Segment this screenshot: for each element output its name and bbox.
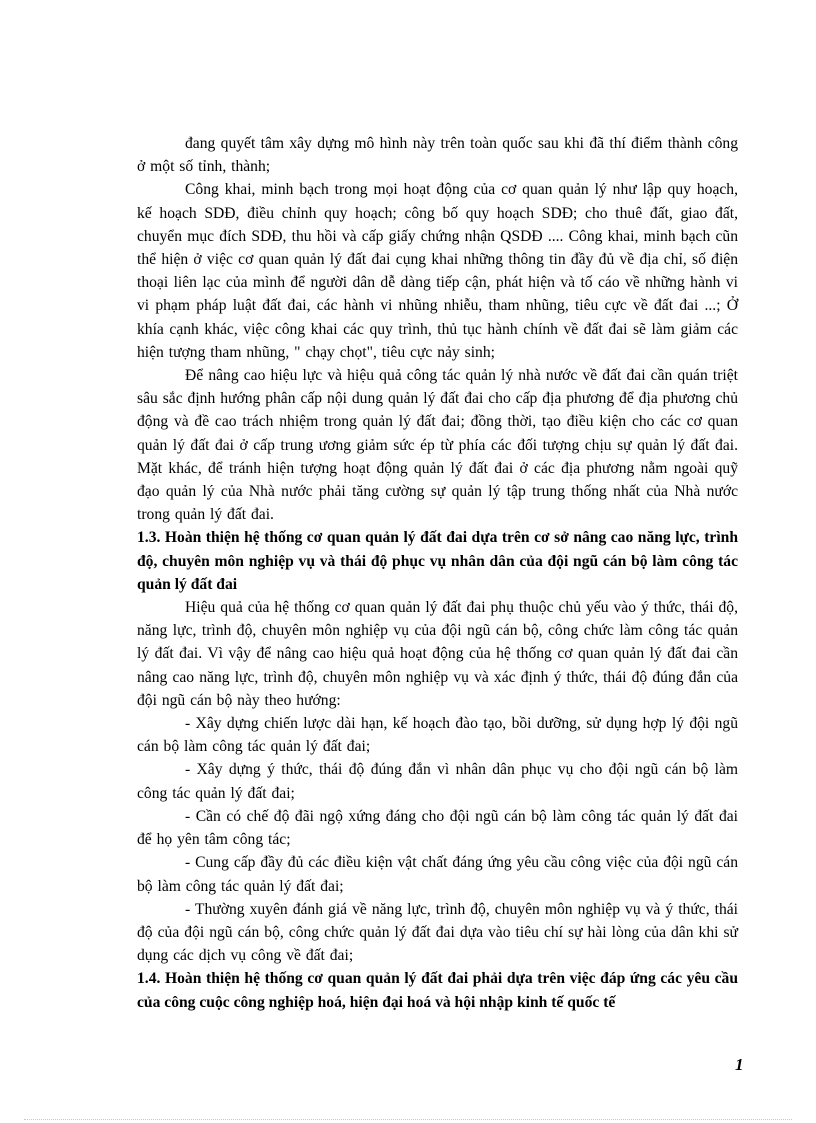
list-item: - Xây dựng chiến lược dài hạn, kế hoạch đào tạo, bồi dưỡng, sử dụng hợp lý đội ngũ cán bộ làm công tác quản lý đất đai;	[137, 715, 738, 756]
list-item: - Thường xuyên đánh giá về năng lực, trình độ, chuyên môn nghiệp vụ và ý thức, thái độ của đội ngũ cán bộ, công chức quản lý đất đai dựa vào tiêu chí sự hài lòng của dân khi sử dụng các dịch vụ công về đất đai;	[137, 900, 738, 965]
page-number: 1	[735, 1055, 744, 1074]
document-body	[137, 132, 738, 1014]
list-item: - Cung cấp đầy đủ các điều kiện vật chất đáng ứng yêu cầu công việc của đội ngũ cán bộ làm công tác quản lý đất đai;	[137, 854, 738, 895]
section-heading-1-4: 1.4. Hoàn thiện hệ thống cơ quan quản lý đất đai phải dựa trên việc đáp ứng các yêu cầu của công cuộc công nghiệp hoá, hiện đại hoá và hội nhập kinh tế quốc tế	[137, 970, 738, 1011]
paragraph: đang quyết tâm xây dựng mô hình này trên toàn quốc sau khi đã thí điểm thành công ở một số tỉnh, thành;	[137, 135, 738, 176]
page-bottom-divider	[24, 1119, 792, 1120]
section-heading-1-3: 1.3. Hoàn thiện hệ thống cơ quan quản lý đất đai dựa trên cơ sở nâng cao năng lực, trình độ, chuyên môn nghiệp vụ và thái độ phục vụ nhân dân của đội ngũ cán bộ làm công tác quản lý đất đai	[137, 529, 738, 593]
paragraph: Để nâng cao hiệu lực và hiệu quả công tác quản lý nhà nước về đất đai cần quán triệt sâu sắc định hướng phân cấp nội dung quản lý đất đai cho cấp địa phương để địa phương chủ động và đề cao trách nhiệm trong quản lý đất đai; đồng thời, tạo điều kiện cho các cơ quan quản lý đất đai ở cấp trung ương giảm sức ép từ phía các đối tượng chịu sự quản lý đất đai. Mặt khác, để tránh hiện tượng hoạt động quản lý đất đai ở các địa phương nằm ngoài quỹ đạo quản lý của Nhà nước phải tăng cường sự quản lý tập trung thống nhất của Nhà nước trong quản lý đất đai.	[137, 367, 738, 524]
list-item: - Xây dựng ý thức, thái độ đúng đắn vì nhân dân phục vụ cho đội ngũ cán bộ làm công tác quản lý đất đai;	[137, 761, 738, 802]
paragraph: Hiệu quả của hệ thống cơ quan quản lý đất đai phụ thuộc chủ yếu vào ý thức, thái độ, năng lực, trình độ, chuyên môn nghiệp vụ của đội ngũ cán bộ, công chức làm công tác quản lý đất đai. Vì vậy để nâng cao hiệu quả hoạt động của hệ thống cơ quan quản lý đất đai cần nâng cao năng lực, trình độ, chuyên môn nghiệp vụ và xác định ý thức, thái độ đúng đắn của đội ngũ cán bộ này theo hướng:	[137, 599, 738, 709]
list-item: - Cần có chế độ đãi ngộ xứng đáng cho đội ngũ cán bộ làm công tác quản lý đất đai để họ yên tâm công tác;	[137, 807, 738, 849]
paragraph: Công khai, minh bạch trong mọi hoạt động của cơ quan quản lý như lập quy hoạch, kế hoạch SDĐ, điều chỉnh quy hoạch; công bố quy hoạch SDĐ; cho thuê đất, giao đất, chuyển mục đích SDĐ, thu hồi và cấp giấy chứng nhận QSDĐ .... Công khai, minh bạch cũn thể hiện ở việc cơ quan quản lý đất đai cụng khai những thông tin đầy đủ về địa chỉ, số điện thoại liên lạc của mình để người dân dễ dàng tiếp cận, phát hiện và tố cáo về những hành vi vi phạm pháp luật đất đai, các hành vi nhũng nhiễu, tham nhũng, tiêu cực về đất đai ...; Ở khía cạnh khác, việc công khai các quy trình, thủ tục hành chính về đất đai sẽ làm giảm các hiện tượng tham nhũng, " chạy chọt", tiêu cực nảy sinh;	[137, 181, 738, 361]
